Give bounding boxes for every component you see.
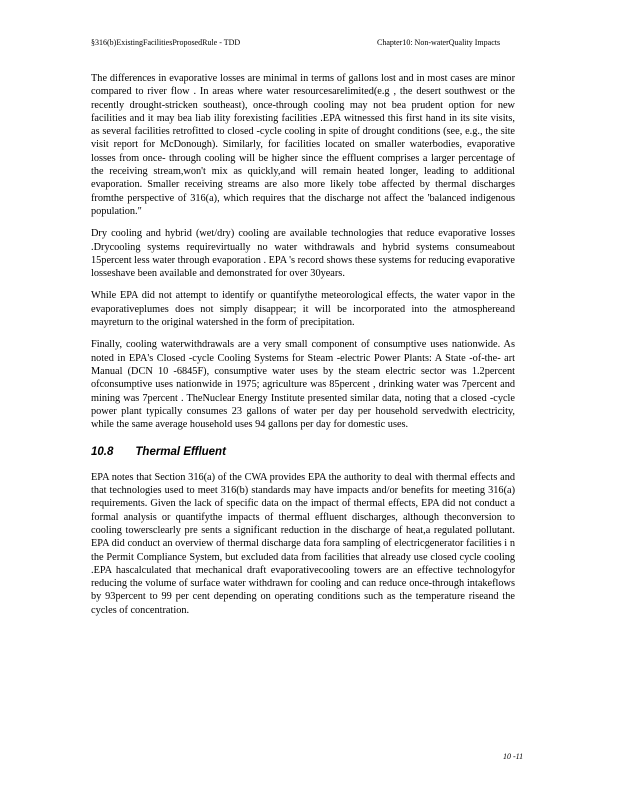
body-paragraph: The differences in evaporative losses are minimal in terms of gallons lost and in most cases are minor compared to river flow . In areas where water resourcesarelimited(e.g , the desert southwest or the recently drought-stricken southeast), once-through cooling may not bea prudent option for new facilities and it may bea liab ility forexisting facilities .EPA witnessed this first hand in its site visits, as several facilities retrofitted to closed -cycle cooling in spite of drought conditions (see, e.g., the site visit report for McDonough). Similarly, for facilities located on smaller waterbodies, evaporative losses from once- through cooling will be higher since the effluent comprises a larger percentage of the receiving stream,won't mix as quickly,and will remain heated longer, leading to additional evaporation. Smaller receiving streams are also more likely tobe affected by thermal discharges fromthe perspective of 316(a), which requires that the discharge not affect the 'balanced indigenous population." [91, 73, 515, 217]
body-paragraph: Finally, cooling waterwithdrawals are a very small component of consumptive uses nationwide. As noted in EPA's Closed -cycle Cooling Systems for Steam -electric Power Plants: A State -of-the- art Manual (DCN 10 -6845F), consumptive water uses by the steam electric sector was 1.2percent ofconsumptive uses nationwide in 1975; agriculture was 85percent , drinking water was 7percent and mining was 7percent . TheNuclear Energy Institute presented similar data, noting that a closed -cycle power plant typically consumes 23 gallons of water per day per household servedwith electricity, while the same average household uses 94 gallons per day for domestic uses. [91, 339, 515, 431]
section-number: 10.8 [91, 446, 114, 459]
body-paragraph: While EPA did not attempt to identify or quantifythe meteorological effects, the water vapor in the evaporativeplumes does not simply disappear; it will be incorporated into the atmosphereand mayreturn to the original watershed in the form of precipitation. [91, 290, 515, 329]
section-heading [91, 446, 515, 459]
body-paragraph: Dry cooling and hybrid (wet/dry) cooling are available technologies that reduce evaporative losses .Drycooling systems requirevirtually no water withdrawals and hybrid systems consumeabout 15percent less water through evaporation . EPA 's record shows these systems for reducing evaporative losseshave been available and demonstrated for over 30years. [91, 228, 515, 280]
document-body [91, 72, 515, 626]
page-number: 10 -11 [503, 752, 524, 761]
section-title: Thermal Effluent [135, 446, 226, 459]
body-paragraph: EPA notes that Section 316(a) of the CWA provides EPA the authority to deal with thermal effects and that technologies used to meet 316(b) standards may have impacts and/or benefits for meeting 316(a) requirements. Given the lack of specific data on the impact of thermal effects, EPA did not conduct a formal analysis or quantifythe impacts of thermal effluent discharges, although theconversion to cooling towersclearly pre sents a significant reduction in the discharge of heat,a regulated pollutant. EPA did conduct an overview of thermal discharge data fora sampling of electricgenerator facilities i n the Permit Compliance System, but excluded data from facilities that already use closed cycle cooling .EPA hascalculated that mechanical draft evaporativecooling towers are an effective technologyfor reducing the volume of surface water withdrawn for cooling and can reduce once-through intakeflows by 93percent to 99 per cent depending on operating conditions such as the temperature riseand the cycles of concentration. [91, 471, 515, 616]
running-header-right: Chapter10: Non-waterQuality Impacts [377, 38, 501, 47]
running-header-left: §316(b)ExistingFacilitiesProposedRule - TDD [91, 38, 241, 47]
